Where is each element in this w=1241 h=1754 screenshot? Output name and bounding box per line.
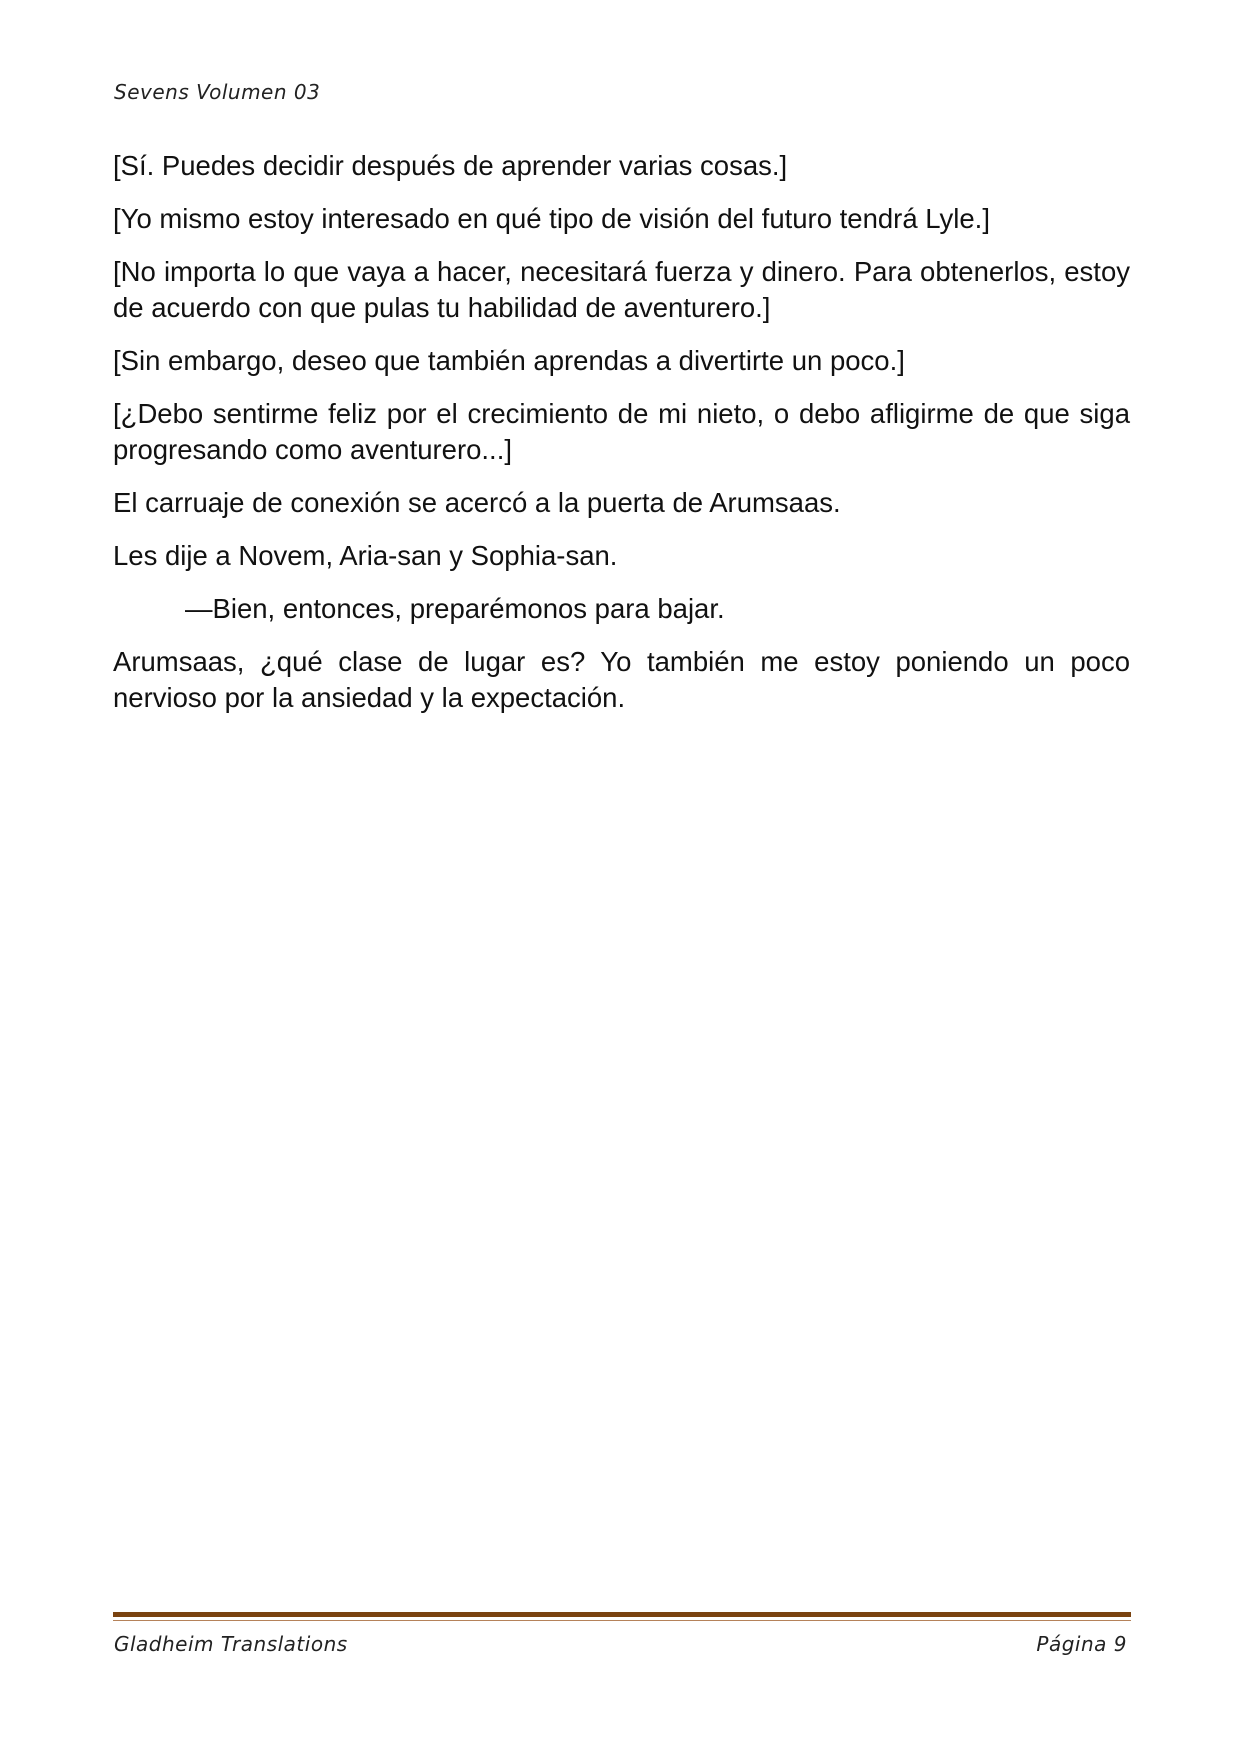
paragraph: [Yo mismo estoy interesado en qué tipo de visión del futuro tendrá Lyle.]: [113, 203, 990, 234]
footer-rule-thin: [113, 1620, 1131, 1621]
page-number: Página 9: [1036, 1632, 1127, 1656]
paragraph: [No importa lo que vaya a hacer, necesitará fuerza y dinero. Para obtenerlos, estoy de acuerdo con que pulas tu habilidad de aventurero.]: [113, 256, 1130, 323]
dialogue-paragraph: —Bien, entonces, preparémonos para bajar.: [185, 593, 725, 624]
body-text: [113, 148, 1130, 733]
footer-publisher: Gladheim Translations: [114, 1632, 348, 1656]
paragraph: [¿Debo sentirme feliz por el crecimiento de mi nieto, o debo afligirme de que siga progresando como aventurero...]: [113, 398, 1130, 465]
footer-rule: [113, 1612, 1131, 1617]
paragraph: [Sin embargo, deseo que también aprendas a divertirte un poco.]: [113, 345, 905, 376]
paragraph: Arumsaas, ¿qué clase de lugar es? Yo también me estoy poniendo un poco nervioso por la ansiedad y la expectación.: [113, 646, 1130, 713]
paragraph: Les dije a Novem, Aria-san y Sophia-san.: [113, 540, 618, 571]
paragraph: [Sí. Puedes decidir después de aprender varias cosas.]: [113, 150, 788, 181]
paragraph: El carruaje de conexión se acercó a la puerta de Arumsaas.: [113, 487, 841, 518]
running-header: Sevens Volumen 03: [114, 80, 321, 104]
